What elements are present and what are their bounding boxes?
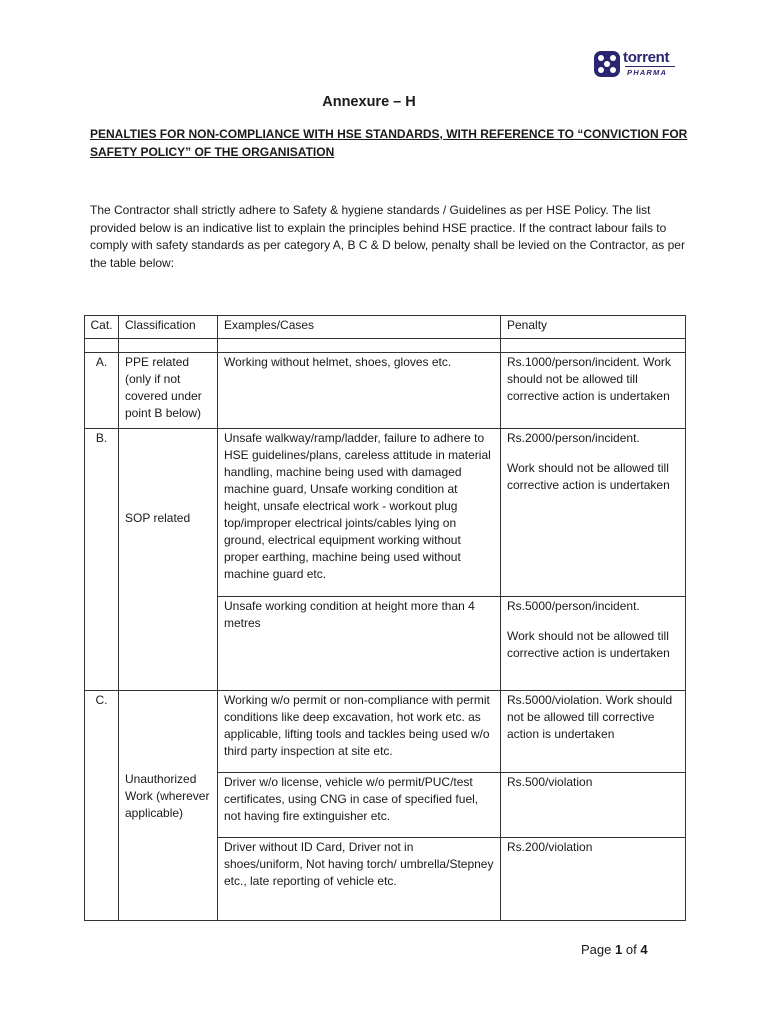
table-row-c1 <box>85 691 686 773</box>
row-b-penalty-1-note: Work should not be allowed till corrective action is undertaken <box>507 461 670 492</box>
section-heading: PENALTIES FOR NON-COMPLIANCE WITH HSE STANDARDS, WITH REFERENCE TO “CONVICTION FOR SAFETY POLICY” OF THE ORGANISATION <box>90 127 688 159</box>
torrent-pharma-logo <box>594 48 678 82</box>
row-c-penalty-1: Rs.5000/violation. Work should not be allowed till corrective action is undertaken <box>501 691 686 773</box>
row-b-penalty-2-amount: Rs.5000/person/incident. <box>507 599 640 613</box>
row-c-example-3: Driver without ID Card, Driver not in shoes/uniform, Not having torch/ umbrella/Stepney etc., late reporting of vehicle etc. <box>218 838 501 921</box>
penalty-table <box>84 315 686 921</box>
of-word: of <box>625 942 637 957</box>
header-cat: Cat. <box>85 316 119 339</box>
row-c-penalty-2: Rs.500/violation <box>501 773 686 838</box>
page-title <box>0 94 768 110</box>
row-b-classification-text: SOP related <box>125 510 191 525</box>
row-b-penalty-2 <box>501 597 686 691</box>
page-number <box>581 942 648 957</box>
row-a-cat: A. <box>85 353 119 429</box>
header-examples: Examples/Cases <box>218 316 501 339</box>
header-classification: Classification <box>119 316 218 339</box>
logo-name: torrent <box>623 49 670 66</box>
row-b-penalty-1-amount: Rs.2000/person/incident. <box>507 431 640 445</box>
logo-divider <box>625 66 675 67</box>
logo-sub: PHARMA <box>627 68 668 77</box>
row-b-example-2: Unsafe working condition at height more than 4 metres <box>218 597 501 691</box>
row-b-penalty-2-note: Work should not be allowed till corrective action is undertaken <box>507 629 670 660</box>
page-word: Page <box>581 942 612 957</box>
page-current: 1 <box>615 942 623 957</box>
row-c-classification-text: Unauthorized Work (wherever applicable) <box>125 771 210 820</box>
page-title-text: Annexure – H <box>322 94 416 110</box>
row-b-classification <box>119 429 218 691</box>
row-b-cat: B. <box>85 429 119 691</box>
row-a-example: Working without helmet, shoes, gloves etc. <box>218 353 501 429</box>
header-penalty: Penalty <box>501 316 686 339</box>
intro-paragraph: The Contractor shall strictly adhere to Safety & hygiene standards / Guidelines as per HSE Policy. The list provided below is an indicative list to explain the principles behind HSE practice. If the contract labour fails to comply with safety standards as per category A, B C & D below, penalty shall be levied on the Contractor, as per the table below: <box>90 203 685 270</box>
row-b-penalty-1 <box>501 429 686 597</box>
table-spacer-row <box>85 339 686 353</box>
row-a-penalty: Rs.1000/person/incident. Work should not be allowed till corrective action is undertaken <box>501 353 686 429</box>
table-row-a <box>85 353 686 429</box>
row-c-penalty-3: Rs.200/violation <box>501 838 686 921</box>
row-c-cat: C. <box>85 691 119 921</box>
table-row-b1 <box>85 429 686 597</box>
logo-mark-icon <box>594 51 620 77</box>
row-c-example-1: Working w/o permit or non-compliance with permit conditions like deep excavation, hot work etc. as applicable, lifting tools and tackles being used w/o third party inspection at site etc. <box>218 691 501 773</box>
row-c-classification <box>119 691 218 921</box>
row-c-example-2: Driver w/o license, vehicle w/o permit/PUC/test certificates, using CNG in case of specified fuel, not having fire extinguisher etc. <box>218 773 501 838</box>
row-a-classification: PPE related (only if not covered under point B below) <box>119 353 218 429</box>
table-header-row <box>85 316 686 339</box>
page-total: 4 <box>640 942 648 957</box>
row-b-example-1: Unsafe walkway/ramp/ladder, failure to adhere to HSE guidelines/plans, careless attitude in material handling, machine being used with damaged machine guard, Unsafe working condition at height, unsafe electrical work - workout plug top/improper electrical joints/cables lying on ground, electrical equipment working without proper earthing, machine being used without machine guard etc. <box>218 429 501 597</box>
